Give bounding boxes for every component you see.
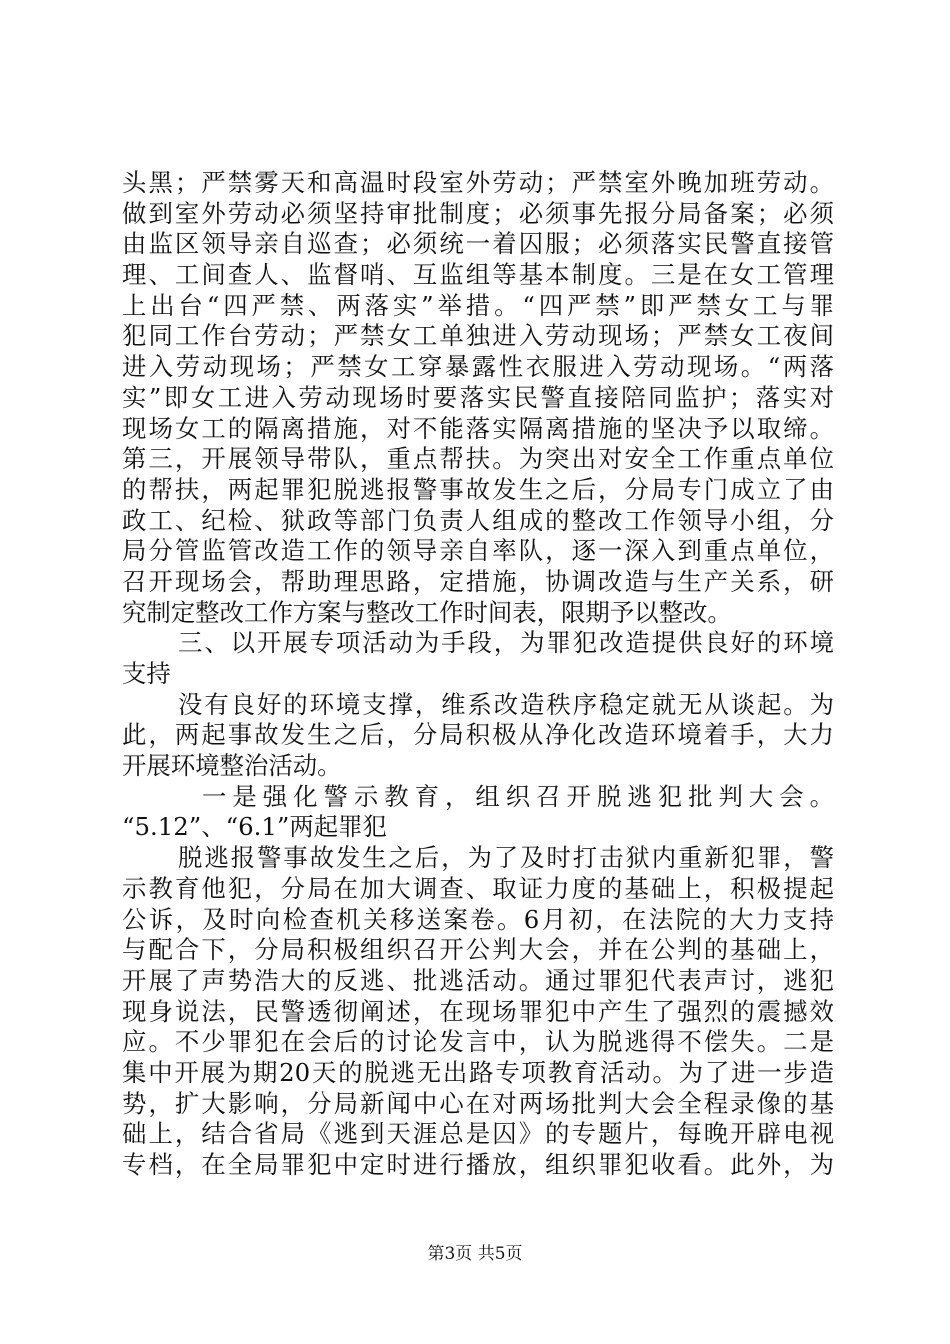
text-line: 此，两起事故发生之后，分局积极从净化改造环境着手，大力 <box>122 720 834 750</box>
text-line: 一是强化警示教育，组织召开脱逃犯批判大会。 <box>202 781 834 811</box>
text-line: 进入劳动现场；严禁女工穿暴露性衣服进入劳动现场。“两落 <box>122 352 834 382</box>
text-line: 现身说法，民警透彻阐述，在现场罪犯中产生了强烈的震撼效 <box>122 996 834 1026</box>
text-line: 脱逃报警事故发生之后，为了及时打击狱内重新犯罪，警 <box>178 843 834 873</box>
text-line: 犯同工作台劳动；严禁女工单独进入劳动现场；严禁女工夜间 <box>122 321 834 351</box>
text-line: 做到室外劳动必须坚持审批制度；必须事先报分局备案；必须 <box>122 198 834 228</box>
text-line: 理、工间查人、监督哨、互监组等基本制度。三是在女工管理 <box>122 260 834 290</box>
text-line: 示教育他犯，分局在加大调查、取证力度的基础上，积极提起 <box>122 873 834 903</box>
text-line: 头黑；严禁雾天和高温时段室外劳动；严禁室外晚加班劳动。 <box>122 168 834 197</box>
text-line: 础上，结合省局《逃到天涯总是囚》的专题片，每晚开辟电视 <box>122 1119 834 1149</box>
text-line: 公诉，及时向检查机关移送案卷。6月初，在法院的大力支持 <box>122 904 834 934</box>
text-line: “5.12”、“6.1”两起罪犯 <box>122 812 387 842</box>
text-line: 应。不少罪犯在会后的讨论发言中，认为脱逃得不偿失。二是 <box>122 1027 834 1057</box>
text-line: 召开现场会，帮助理思路，定措施，协调改造与生产关系，研 <box>122 566 834 596</box>
text-line: 开展环境整治活动。 <box>122 751 342 781</box>
text-line: 究制定整改工作方案与整改工作时间表，限期予以整改。 <box>122 597 732 627</box>
document-body <box>122 168 834 1181</box>
text-line: 集中开展为期20天的脱逃无出路专项教育活动。为了进一步造 <box>122 1057 834 1087</box>
page-number-footer: 第3页 共5页 <box>427 1244 523 1264</box>
text-line: 局分管监管改造工作的领导亲自率队，逐一深入到重点单位， <box>122 536 834 566</box>
text-line: 实”即女工进入劳动现场时要落实民警直接陪同监护；落实对 <box>122 382 834 412</box>
text-line: 专档，在全局罪犯中定时进行播放，组织罪犯收看。此外，为 <box>122 1150 834 1179</box>
text-line: 的帮扶，两起罪犯脱逃报警事故发生之后，分局专门成立了由 <box>122 474 834 504</box>
text-line: 由监区领导亲自巡查；必须统一着囚服；必须落实民警直接管 <box>122 229 834 259</box>
section-heading-continued: 支持 <box>122 659 171 688</box>
text-line: 势，扩大影响，分局新闻中心在对两场批判大会全程录像的基 <box>122 1088 834 1118</box>
text-line: 开展了声势浩大的反逃、批逃活动。通过罪犯代表声讨，逃犯 <box>122 965 834 995</box>
text-line: 现场女工的隔离措施，对不能落实隔离措施的坚决予以取缔。 <box>122 413 834 443</box>
text-line: 上出台“四严禁、两落实”举措。“四严禁”即严禁女工与罪 <box>122 290 834 320</box>
text-line: 政工、纪检、狱政等部门负责人组成的整改工作领导小组，分 <box>122 505 834 535</box>
text-line: 第三，开展领导带队，重点帮扶。为突出对安全工作重点单位 <box>122 444 834 474</box>
section-heading: 三、以开展专项活动为手段，为罪犯改造提供良好的环境 <box>178 628 834 658</box>
text-line: 没有良好的环境支撑，维系改造秩序稳定就无从谈起。为 <box>178 689 834 719</box>
text-line: 与配合下，分局积极组织召开公判大会，并在公判的基础上， <box>122 935 834 965</box>
